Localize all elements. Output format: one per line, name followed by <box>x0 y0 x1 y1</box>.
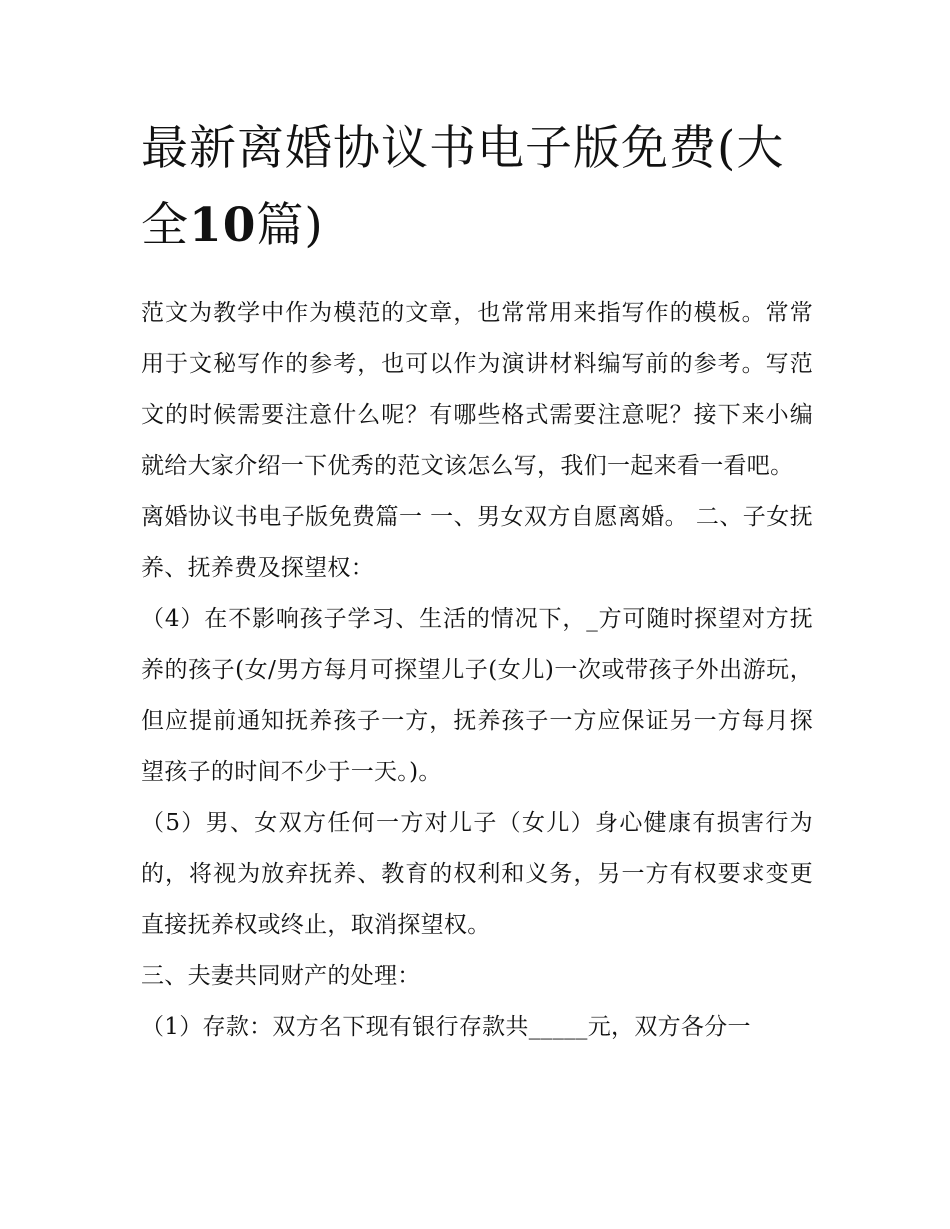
section-one-paragraph: 离婚协议书电子版免费篇一 一、男女双方自愿离婚。 二、子女抚养、抚养费及探望权： <box>141 504 813 581</box>
document-title: 最新离婚协议书电子版免费(大全10篇) <box>141 121 785 253</box>
visitation-clause-5: （5）男、女双方任何一方对儿子（女儿）身心健康有损害行为的，将视为放弃抚养、教育的权利和义务，另一方有权要求变更直接抚养权或终止，取消探望权。 <box>141 810 813 938</box>
property-clause-1: （1）存款：双方名下现有银行存款共_____元，双方各分一 <box>141 1014 751 1040</box>
visitation-clause-4: （4）在不影响孩子学习、生活的情况下，_方可随时探望对方抚养的孩子(女/男方每月可探望儿子(女儿)一次或带孩子外出游玩，但应提前通知抚养孩子一方，抚养孩子一方应保证另一方每月探望孩子的时间不少于一天。)。 <box>141 606 813 785</box>
intro-paragraph: 范文为教学中作为模范的文章，也常常用来指写作的模板。常常用于文秘写作的参考，也可以作为演讲材料编写前的参考。写范文的时候需要注意什么呢？有哪些格式需要注意呢？接下来小编就给大家介绍一下优秀的范文该怎么写，我们一起来看一看吧。 <box>141 300 813 479</box>
section-three-heading: 三、夫妻共同财产的处理： <box>141 963 421 989</box>
document-body <box>141 288 813 1053</box>
document-content <box>141 110 813 1053</box>
title-number: 10 <box>189 198 257 253</box>
